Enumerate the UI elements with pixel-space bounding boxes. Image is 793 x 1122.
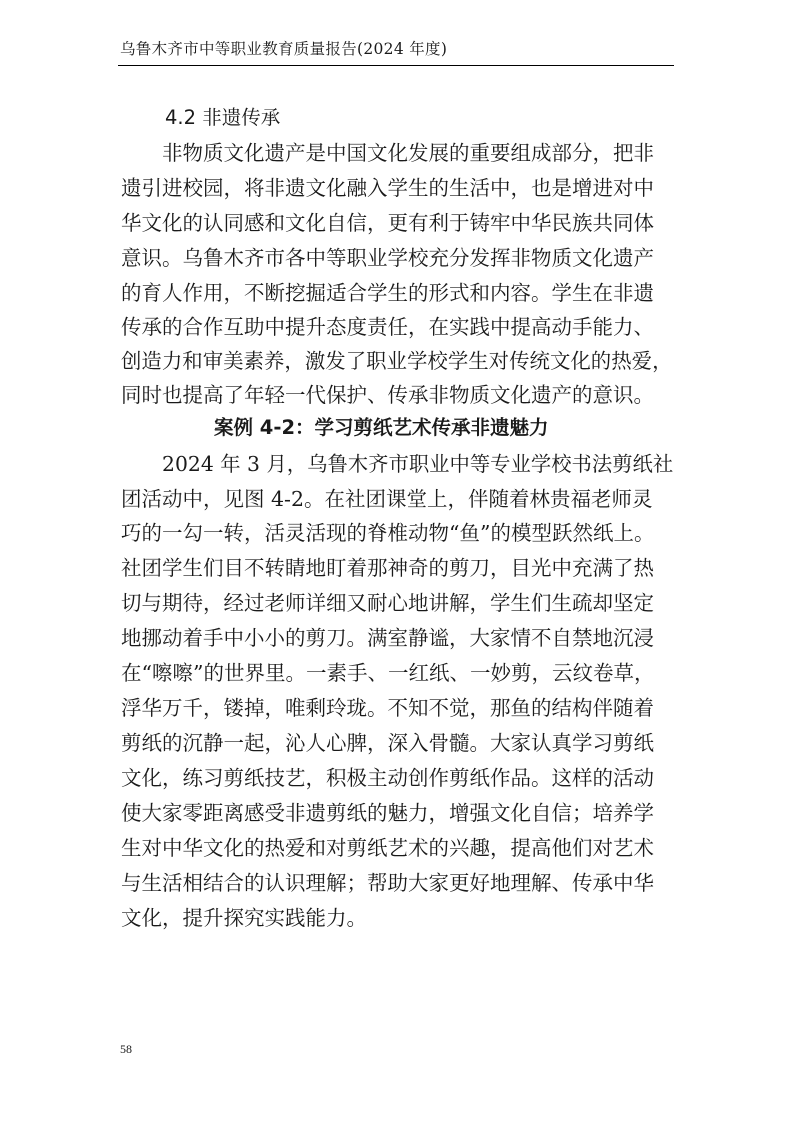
paragraph-line: 华文化的认同感和文化自信，更有利于铸牢中华民族共同体 <box>121 211 654 235</box>
paragraph-line: 的育人作用，不断挖掘适合学生的形式和内容。学生在非遗 <box>121 281 654 305</box>
running-header: 乌鲁木齐市中等职业教育质量报告(2024 年度) <box>120 40 448 58</box>
paragraph-line: 巧的一勾一转，活灵活现的脊椎动物“鱼”的模型跃然纸上。 <box>121 521 655 545</box>
paragraph-line: 与生活相结合的认识理解；帮助大家更好地理解、传承中华 <box>121 871 654 895</box>
paragraph-line: 创造力和审美素养，激发了职业学校学生对传统文化的热爱， <box>121 349 673 373</box>
paragraph-line: 在“嚓嚓”的世界里。一素手、一红纸、一妙剪，云纹卷草， <box>121 661 655 685</box>
paragraph-line: 浮华万千，镂掉，唯剩玲珑。不知不觉，那鱼的结构伴随着 <box>121 696 654 720</box>
paragraph-line: 文化，提升探究实践能力。 <box>121 906 367 930</box>
case-heading: 案例 4-2：学习剪纸艺术传承非遗魅力 <box>214 416 549 439</box>
paragraph-line: 同时也提高了年轻一代保护、传承非物质文化遗产的意识。 <box>121 383 654 407</box>
paragraph-line: 社团学生们目不转睛地盯着那神奇的剪刀，目光中充满了热 <box>121 556 654 580</box>
paragraph-line: 切与期待，经过老师详细又耐心地讲解，学生们生疏却坚定 <box>121 591 654 615</box>
section-heading: 4.2 非遗传承 <box>165 106 281 129</box>
paragraph-line: 文化，练习剪纸技艺，积极主动创作剪纸作品。这样的活动 <box>121 766 654 790</box>
paragraph-line: 剪纸的沉静一起，沁人心脾，深入骨髓。大家认真学习剪纸 <box>121 731 654 755</box>
paragraph-line: 使大家零距离感受非遗剪纸的魅力，增强文化自信；培养学 <box>121 801 654 825</box>
paragraph-line: 传承的合作互助中提升态度责任，在实践中提高动手能力、 <box>121 315 654 339</box>
header-divider <box>118 65 674 66</box>
paragraph-line: 生对中华文化的热爱和对剪纸艺术的兴趣，提高他们对艺术 <box>121 836 654 860</box>
page-number: 58 <box>120 1042 132 1056</box>
paragraph-line: 2024 年 3 月，乌鲁木齐市职业中等专业学校书法剪纸社 <box>162 452 674 476</box>
paragraph-line: 遗引进校园，将非遗文化融入学生的生活中，也是增进对中 <box>121 176 654 200</box>
paragraph-line: 地挪动着手中小小的剪刀。满室静谧，大家情不自禁地沉浸 <box>121 626 654 650</box>
paragraph-line: 团活动中，见图 4-2。在社团课堂上，伴随着林贵福老师灵 <box>121 487 653 511</box>
paragraph-line: 意识。乌鲁木齐市各中等职业学校充分发挥非物质文化遗产 <box>121 246 654 270</box>
paragraph-line: 非物质文化遗产是中国文化发展的重要组成部分，把非 <box>162 141 654 165</box>
